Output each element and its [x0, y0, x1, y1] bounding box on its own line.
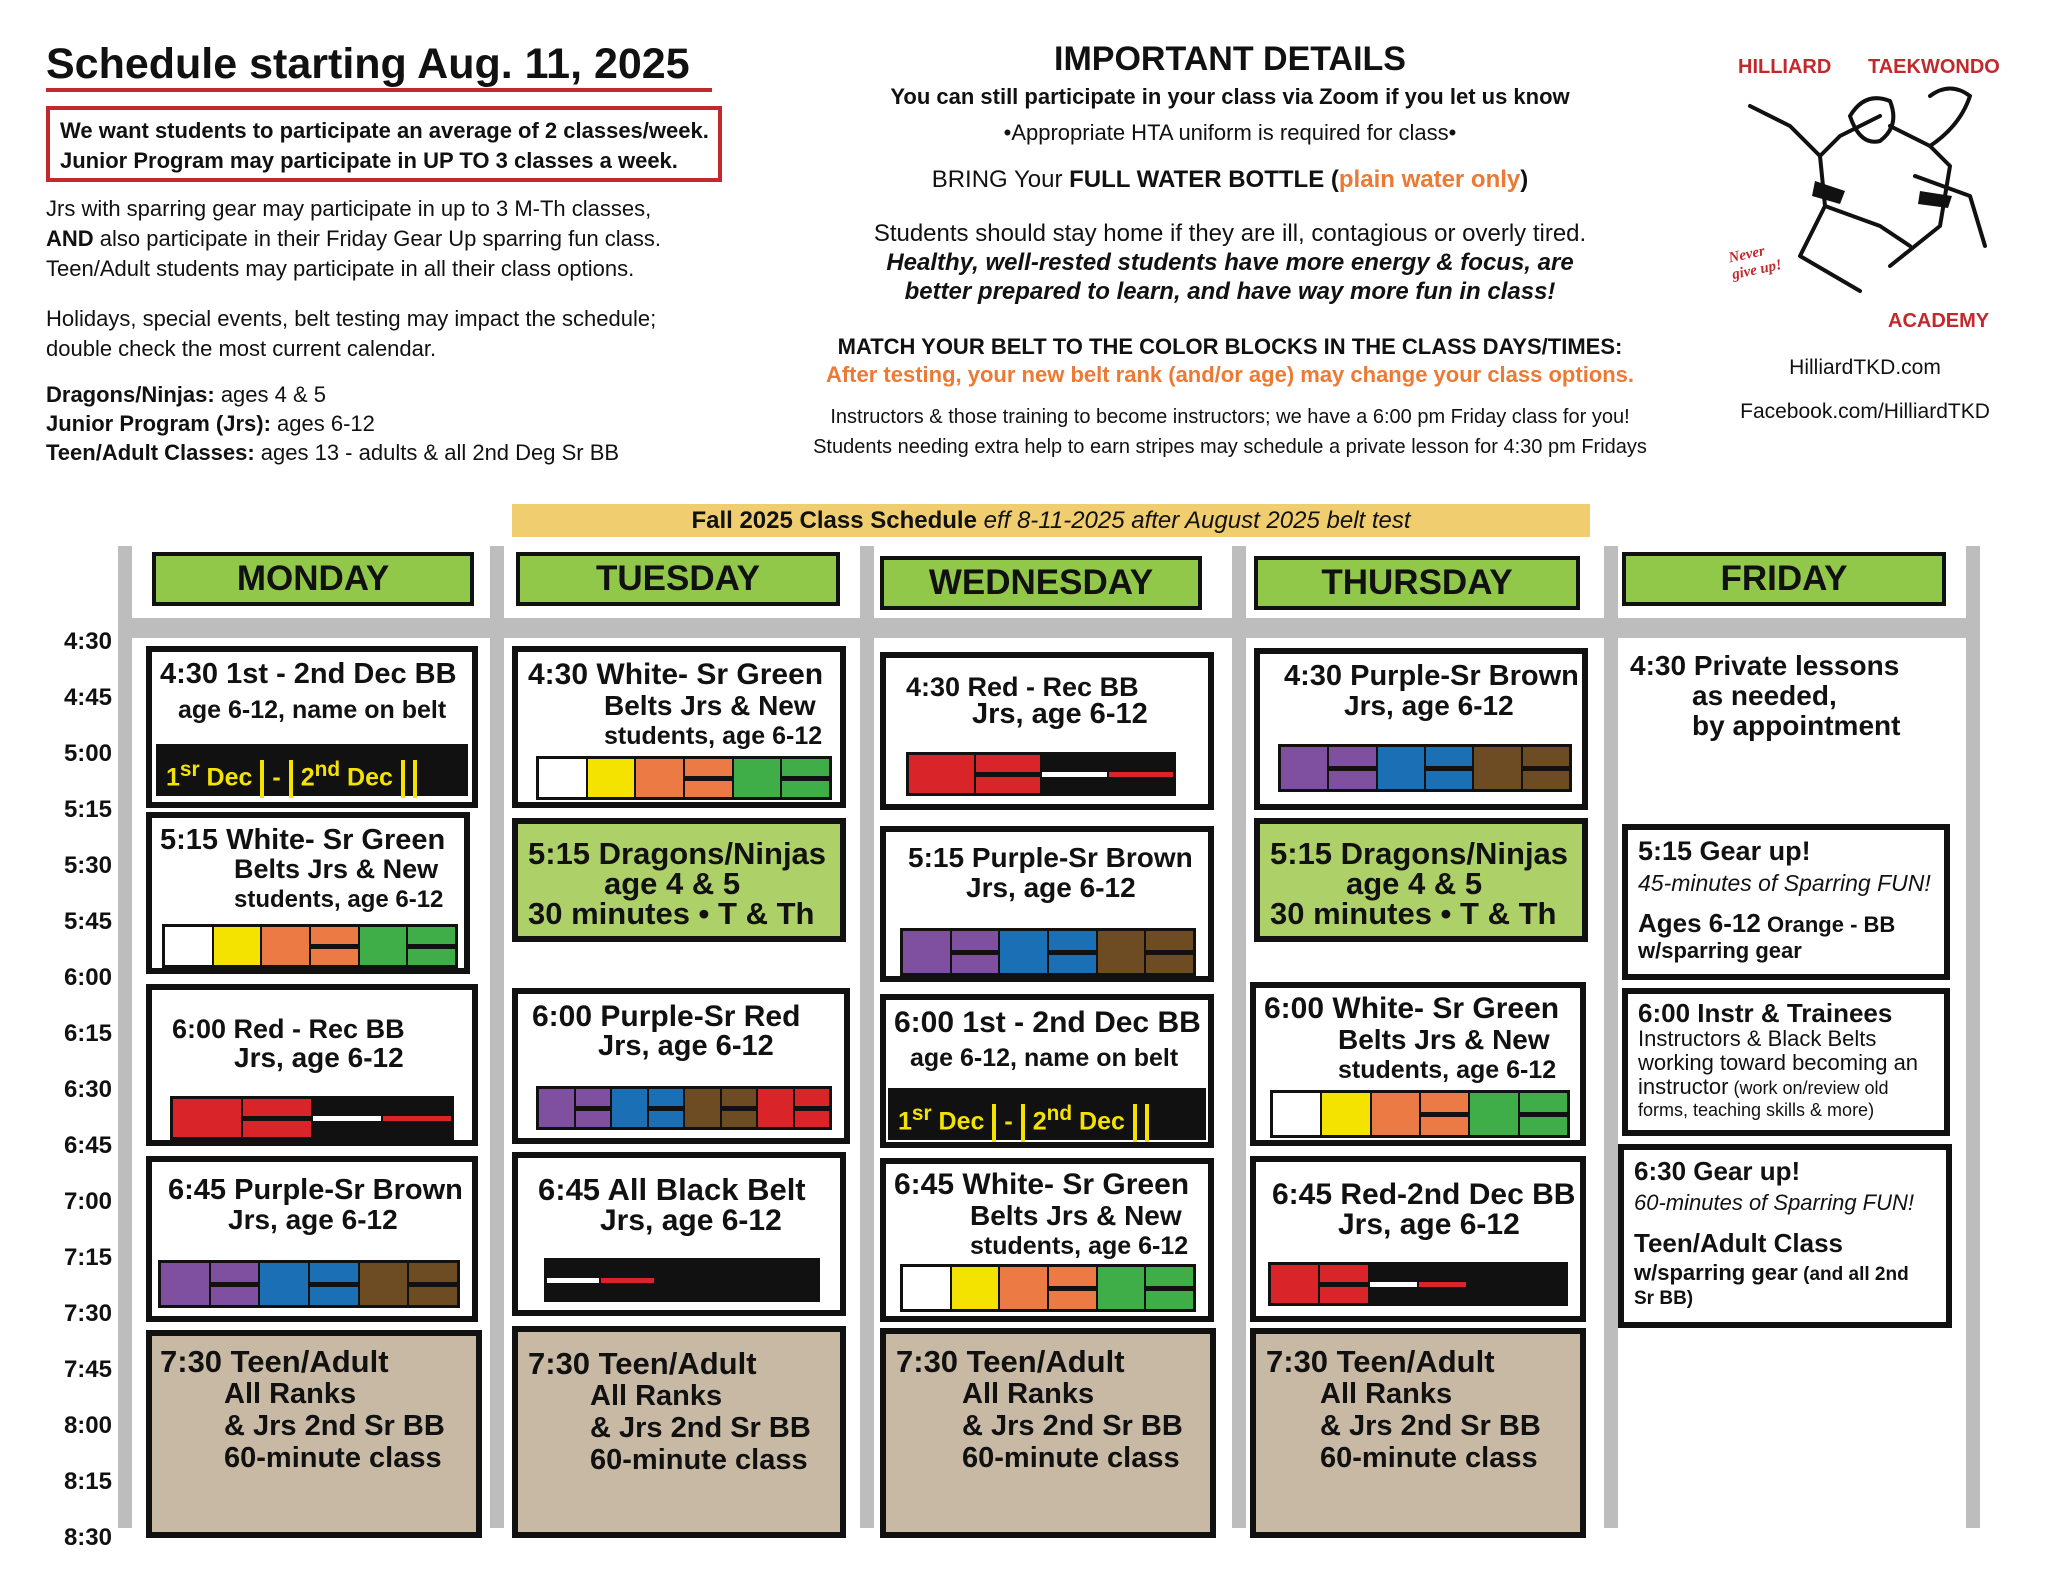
class-detail-note: (and all 2nd: [1797, 1264, 1909, 1285]
dec-label: 2: [300, 763, 315, 792]
class-detail: 30 minutes • T & Th: [1270, 896, 1557, 931]
class-title: 4:30 Purple-Sr Brown: [1284, 660, 1579, 692]
schedule-title-italic: eff 8-11-2025 after August 2025 belt test: [976, 507, 1411, 534]
class-detail: & Jrs 2nd Sr BB: [962, 1410, 1183, 1442]
class-block: [1250, 1328, 1586, 1538]
water-orange: plain water only: [1338, 166, 1521, 193]
day-header-wednesday: WEDNESDAY: [880, 556, 1202, 610]
participation-notice: [46, 106, 722, 182]
column-divider: [1232, 546, 1246, 1528]
class-detail: students, age 6-12: [970, 1232, 1189, 1260]
healthy-note: better prepared to learn, and have way more fun in class!: [904, 278, 1556, 305]
class-block: [146, 812, 470, 974]
class-block: [880, 652, 1214, 810]
class-block: [512, 988, 850, 1144]
sparring-paragraph: [46, 194, 661, 284]
class-block: [146, 646, 478, 808]
class-block: [1254, 818, 1588, 942]
healthy-note: Healthy, well-rested students have more energy & focus, are: [886, 249, 1574, 276]
match-note: MATCH YOUR BELT TO THE COLOR BLOCKS IN THE CLASS DAYS/TIMES:: [837, 334, 1623, 359]
class-title: 6:30 Gear up!: [1634, 1156, 1801, 1186]
class-belts: Orange - BB: [1760, 912, 1896, 937]
private-lesson-note: Students needing extra help to earn stripes may schedule a private lesson for 4:30 pm Fridays: [813, 436, 1647, 458]
class-block: [880, 826, 1214, 982]
belt-strip: [900, 1264, 1196, 1312]
time-label: 7:45: [63, 1356, 112, 1383]
class-detail: 45-minutes of Sparring FUN!: [1638, 870, 1931, 896]
class-block: [880, 1328, 1216, 1538]
water-paren: (: [1324, 166, 1339, 193]
class-detail: working toward becoming an: [1638, 1050, 1919, 1075]
class-title: 6:45 White- Sr Green: [894, 1168, 1190, 1201]
time-label: 6:45: [63, 1132, 112, 1159]
column-divider: [1604, 546, 1618, 1528]
belt-strip: [906, 752, 1176, 796]
class-age: Ages 6-12: [1638, 908, 1761, 938]
instructor-note: Instructors & those training to become instructors; we have a 6:00 pm Friday class for you!: [830, 406, 1630, 428]
time-label: 8:15: [63, 1468, 112, 1495]
class-detail: w/sparring gear: [1638, 938, 1802, 963]
emphasis: AND: [46, 226, 94, 251]
day-header-thursday: THURSDAY: [1254, 556, 1580, 610]
class-detail: Jrs, age 6-12: [972, 698, 1148, 730]
class-detail: Belts Jrs & New: [234, 854, 439, 884]
paragraph-line: [46, 224, 661, 254]
class-detail: as needed,: [1692, 680, 1837, 711]
class-detail: students, age 6-12: [1338, 1056, 1557, 1084]
class-title: 5:15 Purple-Sr Brown: [908, 842, 1193, 873]
column-divider: [860, 546, 874, 1528]
class-title: 7:30 Teen/Adult: [160, 1344, 389, 1379]
class-detail: age 4 & 5: [604, 866, 741, 901]
class-title: 4:30 Red - Rec BB: [906, 672, 1139, 702]
dec-dash: -: [1004, 1107, 1013, 1136]
martial-artist-icon: [1720, 56, 2010, 336]
class-title: 6:00 Purple-Sr Red: [532, 1000, 801, 1033]
schedule-title: [512, 504, 1590, 537]
class-title: 7:30 Teen/Adult: [528, 1346, 757, 1381]
day-header-monday: MONDAY: [152, 552, 474, 606]
class-block: [146, 1330, 482, 1538]
water-text: BRING Your: [931, 166, 1070, 193]
class-detail: & Jrs 2nd Sr BB: [590, 1412, 811, 1444]
class-detail-text: w/sparring gear: [1634, 1260, 1798, 1285]
class-detail: Jrs, age 6-12: [1344, 690, 1514, 721]
water-paren: ): [1520, 166, 1529, 193]
time-label: 5:30: [63, 852, 112, 879]
age-group-label: Dragons/Ninjas:: [46, 382, 215, 407]
day-header-tuesday: TUESDAY: [516, 552, 840, 606]
class-detail: age 6-12, name on belt: [178, 696, 447, 724]
class-block: [1622, 988, 1950, 1136]
dec-label: Dec: [340, 763, 393, 792]
belt-strip: [536, 756, 832, 800]
class-title: 6:00 1st - 2nd Dec BB: [894, 1006, 1201, 1039]
belt-strip: [544, 1258, 820, 1302]
time-label: 6:00: [63, 964, 112, 991]
class-title: 7:30 Teen/Adult: [1266, 1344, 1495, 1379]
class-detail: All Ranks: [590, 1380, 723, 1412]
class-title: 6:45 All Black Belt: [538, 1172, 806, 1207]
class-block: [512, 1152, 846, 1316]
dec-sup: nd: [314, 758, 341, 781]
details-heading: IMPORTANT DETAILS: [1054, 40, 1406, 78]
class-title: 6:00 Instr & Trainees: [1638, 998, 1893, 1028]
column-divider: [1966, 546, 1980, 1528]
class-title: 5:15 Dragons/Ninjas: [1270, 836, 1569, 871]
class-detail: [1638, 908, 1895, 939]
dec-label: Dec: [1072, 1107, 1125, 1136]
paragraph-text: also participate in their Friday Gear Up sparring fun class.: [93, 226, 662, 251]
dec-sup: sr: [911, 1102, 932, 1125]
belt-strip: [900, 928, 1196, 976]
dec-label: Dec: [931, 1107, 985, 1136]
class-detail-note: (work on/review old: [1728, 1078, 1889, 1098]
paragraph-line: Jrs with sparring gear may participate in up to 3 M-Th classes,: [46, 196, 652, 221]
academy-logo: [1720, 56, 2010, 336]
brand-name-left: HILLIARD: [1738, 56, 1832, 78]
class-title: 5:15 Dragons/Ninjas: [528, 836, 827, 871]
class-detail: 60-minute class: [224, 1442, 442, 1474]
after-testing-note: After testing, your new belt rank (and/or age) may change your class options.: [825, 362, 1635, 387]
class-title: 6:00 White- Sr Green: [1264, 992, 1560, 1025]
belt-strip: [536, 1086, 832, 1130]
class-detail: & Jrs 2nd Sr BB: [1320, 1410, 1541, 1442]
class-detail: by appointment: [1692, 710, 1901, 741]
uniform-note: •Appropriate HTA uniform is required for class•: [1003, 120, 1457, 145]
time-label: 5:45: [63, 908, 112, 935]
dec-sup: nd: [1046, 1102, 1073, 1125]
dec-label: 1: [166, 763, 180, 792]
paragraph-line: Teen/Adult students may participate in all their class options.: [46, 256, 635, 281]
class-title: 6:00 Red - Rec BB: [172, 1014, 405, 1044]
class-block: [146, 1156, 478, 1322]
class-detail: Jrs, age 6-12: [598, 1030, 774, 1062]
class-block: [512, 1326, 846, 1538]
brand-motto: Never give up!: [1727, 243, 1784, 284]
class-block: [512, 818, 846, 942]
paragraph-line: double check the most current calendar.: [46, 336, 437, 361]
class-detail: 60-minutes of Sparring FUN!: [1634, 1190, 1914, 1215]
belt-strip: [162, 924, 458, 968]
class-detail: Jrs, age 6-12: [600, 1204, 782, 1237]
class-detail: 30 minutes • T & Th: [528, 896, 815, 931]
class-detail: [1634, 1260, 1909, 1286]
dec-sup: sr: [179, 758, 200, 781]
time-label: 5:00: [63, 740, 112, 767]
age-group-value: ages 6-12: [270, 411, 375, 436]
belt-strip: [1278, 744, 1572, 792]
class-detail: 60-minute class: [590, 1444, 808, 1476]
class-title: 6:45 Purple-Sr Brown: [168, 1174, 463, 1206]
time-label: 7:15: [63, 1244, 112, 1271]
class-detail: Belts Jrs & New: [970, 1200, 1182, 1231]
header-divider: [118, 618, 1966, 638]
time-label: 5:15: [63, 796, 112, 823]
class-detail: Belts Jrs & New: [1338, 1024, 1550, 1055]
class-title: 5:15 White- Sr Green: [160, 824, 446, 856]
time-label: 6:30: [63, 1076, 112, 1103]
class-block: [880, 1158, 1214, 1322]
class-detail: Jrs, age 6-12: [1338, 1208, 1520, 1241]
class-detail: Jrs, age 6-12: [966, 872, 1136, 903]
class-title: 4:30 1st - 2nd Dec BB: [160, 658, 457, 690]
brand-name-right: TAEKWONDO: [1868, 56, 2000, 78]
class-title: 4:30 White- Sr Green: [528, 658, 824, 691]
class-detail: Jrs, age 6-12: [228, 1204, 398, 1235]
belt-strip: [158, 1260, 460, 1308]
class-detail: All Ranks: [962, 1378, 1095, 1410]
dec-dash: -: [272, 763, 281, 792]
age-group-value: ages 13 - adults & all 2nd Deg Sr BB: [254, 440, 620, 465]
zoom-note: You can still participate in your class via Zoom if you let us know: [890, 84, 1570, 109]
class-block: [1622, 824, 1950, 980]
notice-line: We want students to participate an average of 2 classes/week.: [60, 118, 709, 143]
class-detail: Teen/Adult Class: [1634, 1228, 1844, 1258]
water-note: [760, 166, 1700, 194]
class-block: [1250, 982, 1586, 1146]
belt-strip: [170, 1096, 454, 1140]
class-detail: Jrs, age 6-12: [234, 1042, 404, 1073]
class-detail: Belts Jrs & New: [604, 690, 816, 721]
class-detail-text: instructor: [1638, 1074, 1729, 1099]
column-divider: [118, 546, 132, 1528]
class-title: 6:45 Red-2nd Dec BB: [1272, 1178, 1576, 1211]
class-block: [1618, 1144, 1952, 1328]
schedule-title-bold: Fall 2025 Class Schedule: [691, 507, 977, 534]
class-block: [146, 984, 478, 1146]
dec-belt-bar: [888, 1088, 1206, 1140]
age-group: [46, 380, 619, 409]
water-bold: FULL WATER BOTTLE: [1069, 166, 1325, 193]
illness-note: Students should stay home if they are ill, contagious or overly tired.: [873, 220, 1587, 247]
dec-label: Dec: [199, 763, 253, 792]
title-underline: [46, 88, 712, 92]
notice-line: Junior Program may participate in UP TO 3 classes a week.: [60, 148, 678, 173]
class-detail: [1638, 1074, 1889, 1100]
day-header-friday: FRIDAY: [1622, 552, 1946, 606]
age-group-label: Teen/Adult Classes:: [46, 440, 255, 465]
class-block: [1254, 648, 1588, 810]
column-divider: [490, 546, 504, 1528]
age-groups: [46, 380, 619, 467]
age-group: [46, 438, 619, 467]
class-block: [880, 994, 1214, 1148]
class-detail: All Ranks: [1320, 1378, 1453, 1410]
dec-label: 2: [1032, 1107, 1047, 1136]
age-group-value: ages 4 & 5: [214, 382, 327, 407]
class-detail: 60-minute class: [962, 1442, 1180, 1474]
time-label: 7:00: [63, 1188, 112, 1215]
class-block: [512, 646, 846, 808]
brand-academy: ACADEMY: [1888, 310, 1990, 332]
holidays-paragraph: [46, 304, 656, 364]
dec-belt-bar: [156, 744, 468, 796]
facebook-link[interactable]: Facebook.com/HilliardTKD: [1740, 400, 1990, 423]
paragraph-line: Holidays, special events, belt testing may impact the schedule;: [46, 306, 657, 331]
class-title: 7:30 Teen/Adult: [896, 1344, 1125, 1379]
class-detail: 60-minute class: [1320, 1442, 1538, 1474]
class-title: 4:30 Private lessons: [1630, 650, 1900, 681]
class-block: [1250, 1156, 1586, 1322]
class-detail: age 4 & 5: [1346, 866, 1483, 901]
page-title: Schedule starting Aug. 11, 2025: [46, 40, 690, 88]
class-detail: forms, teaching skills & more): [1638, 1100, 1875, 1120]
class-detail: & Jrs 2nd Sr BB: [224, 1410, 445, 1442]
class-block: [1630, 650, 1950, 760]
class-detail: age 6-12, name on belt: [910, 1044, 1179, 1072]
time-label: 8:00: [63, 1412, 112, 1439]
belt-strip: [1268, 1262, 1568, 1306]
time-label: 6:15: [63, 1020, 112, 1047]
time-label: 4:45: [63, 684, 112, 711]
age-group: [46, 409, 619, 438]
time-label: 4:30: [63, 628, 112, 655]
class-detail: students, age 6-12: [604, 722, 823, 750]
class-title: 5:15 Gear up!: [1638, 836, 1811, 866]
time-label: 7:30: [63, 1300, 112, 1327]
belt-strip: [1270, 1090, 1570, 1138]
age-group-label: Junior Program (Jrs):: [46, 411, 271, 436]
dec-label: 1: [898, 1107, 912, 1136]
time-label: 8:30: [63, 1524, 112, 1551]
class-detail: All Ranks: [224, 1378, 357, 1410]
class-detail: Instructors & Black Belts: [1638, 1026, 1877, 1051]
website-link[interactable]: HilliardTKD.com: [1789, 356, 1941, 379]
class-detail: students, age 6-12: [234, 886, 444, 913]
class-detail: Sr BB): [1634, 1288, 1694, 1309]
